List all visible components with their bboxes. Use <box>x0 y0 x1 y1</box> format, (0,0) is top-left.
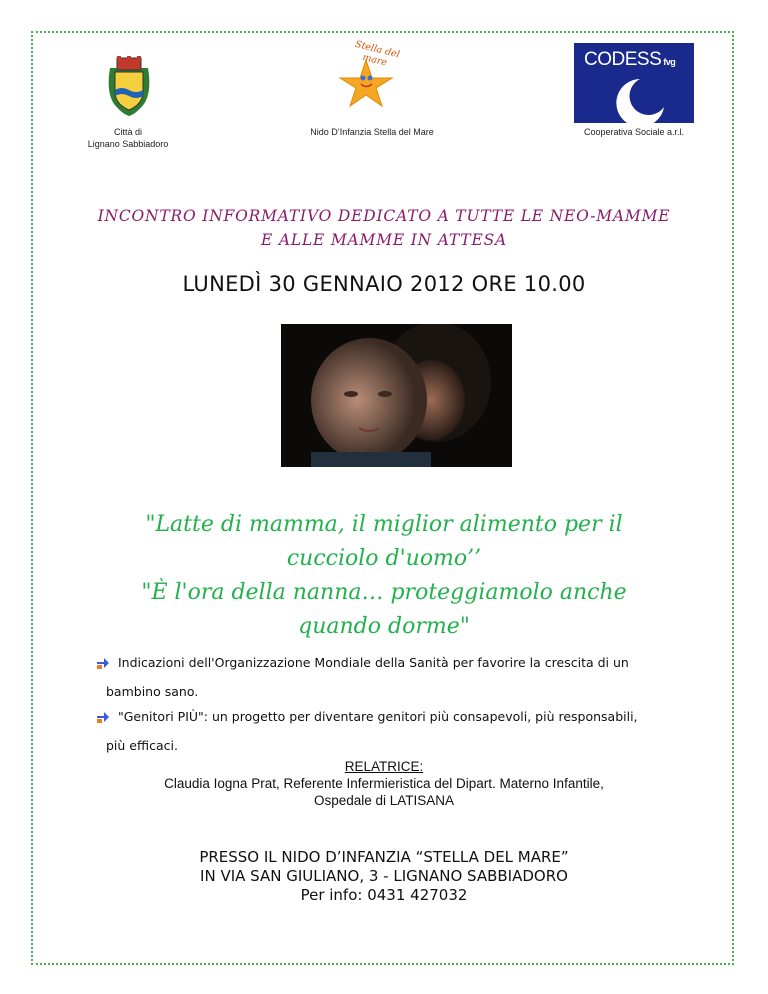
bullet-2-line-2: più efficaci. <box>106 738 178 753</box>
speaker-line-1: Claudia Iogna Prat, Referente Infermieristica del Dipart. Materno Infantile, <box>164 776 604 791</box>
venue-line-1: PRESSO IL NIDO D’INFANZIA “STELLA DEL MARE” <box>199 848 569 866</box>
headline-line-1: INCONTRO INFORMATIVO DEDICATO A TUTTE LE NEO-MAMME <box>97 207 671 225</box>
speaker-line-2: Ospedale di LATISANA <box>313 793 455 808</box>
moon-icon <box>574 43 694 123</box>
arrow-bullet-icon <box>96 710 110 724</box>
mother-baby-photo <box>281 324 512 467</box>
quote-1-line-2: cucciolo d'uomo’’ <box>286 546 482 571</box>
bullet-1-line-1: Indicazioni dell'Organizzazione Mondiale della Sanità per favorire la crescita di un <box>118 655 629 670</box>
bullet-1-line-2: bambino sano. <box>106 684 199 699</box>
headline <box>60 204 708 252</box>
stella-caption: Nido D’Infanzia Stella del Mare <box>310 127 434 137</box>
quote-1-line-1: "Latte di mamma, il miglior alimento per il <box>145 512 623 537</box>
quote-2-line-1: "È l'ora della nanna… proteggiamolo anche <box>141 580 627 605</box>
quote-2-line-2: quando dorme" <box>298 614 470 639</box>
event-date: LUNEDÌ 30 GENNAIO 2012 ORE 10.00 <box>182 272 586 296</box>
crest-icon <box>100 52 158 118</box>
page-border <box>31 31 734 965</box>
headline-line-2: E ALLE MAMME IN ATTESA <box>261 231 507 249</box>
venue-line-2: IN VIA SAN GIULIANO, 3 - LIGNANO SABBIADORO <box>200 867 568 885</box>
arrow-bullet-icon <box>96 656 110 670</box>
stella-del-mare-logo: Stella del mare <box>326 44 410 110</box>
speaker-label: RELATRICE: <box>344 759 424 774</box>
codess-caption: Cooperativa Sociale a.r.l. <box>583 127 685 137</box>
bullet-item-2 <box>96 702 716 760</box>
speaker-block <box>0 758 768 809</box>
quote-block <box>70 508 698 644</box>
venue-info: Per info: 0431 427032 <box>300 886 468 904</box>
venue-block <box>0 848 768 905</box>
codess-fvg-logo: CODESS fvg <box>574 43 694 123</box>
crest-caption: Città di Lignano Sabbiadoro <box>87 127 169 149</box>
bullet-item-1 <box>96 648 716 706</box>
bullet-2-line-1: "Genitori PIÙ": un progetto per diventare genitori più consapevoli, più responsabili, <box>118 709 638 724</box>
